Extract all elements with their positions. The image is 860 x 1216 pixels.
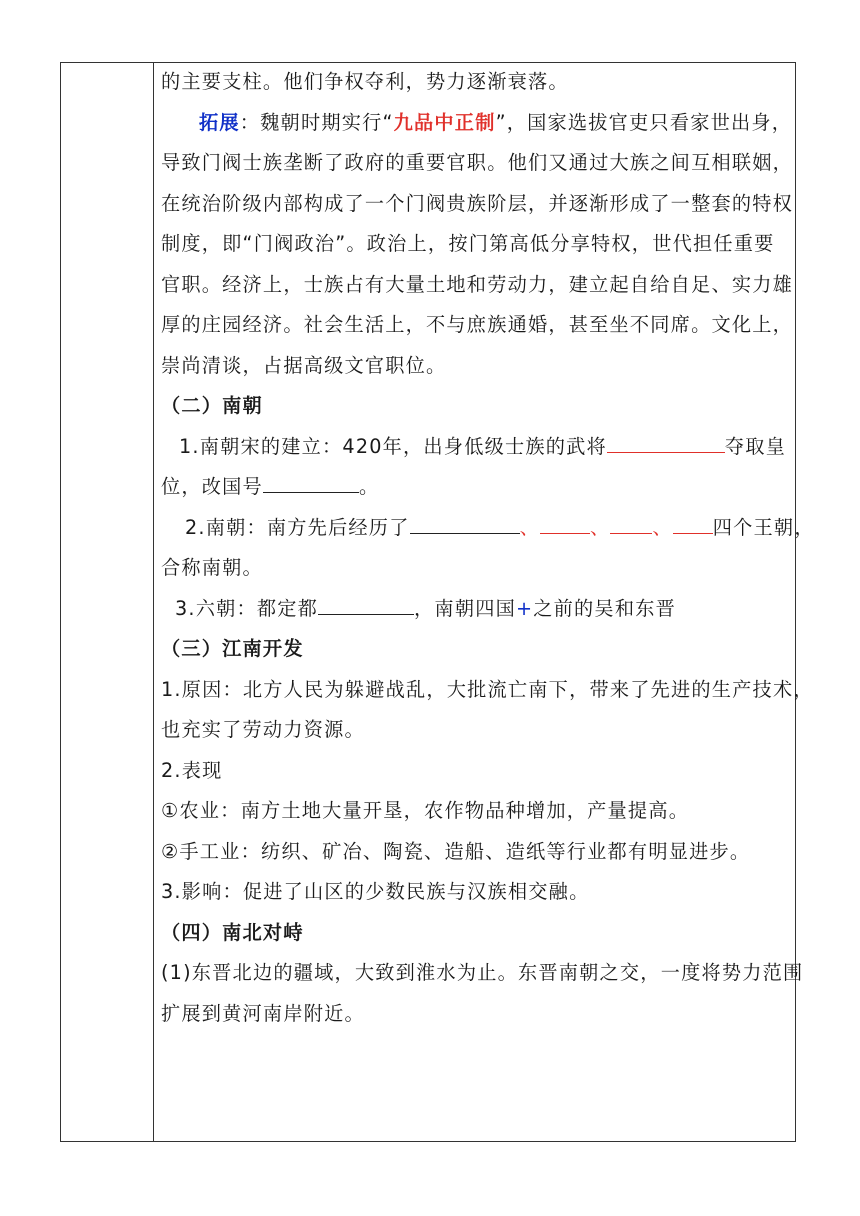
text-line: 导致门阀士族垄断了政府的重要官职。他们又通过大族之间互相联姻， [161, 151, 794, 174]
text-span: 3.六朝：都定都 [175, 596, 319, 620]
text-line: 3.影响：促进了山区的少数民族与汉族相交融。 [161, 880, 590, 903]
column-divider [153, 62, 154, 1142]
text-span: ”，国家选拔官吏只看家世出身， [495, 110, 793, 134]
text-line: 崇尚清谈，占据高级文官职位。 [161, 353, 447, 377]
text-line: 制度，即“门阀政治”。政治上，按门第高低分享特权，世代担任重要 [161, 232, 775, 255]
section-heading-south: （二）南朝 [161, 394, 263, 417]
plus-sign: + [515, 596, 534, 620]
south-item-2-cont: 合称南朝。 [161, 556, 263, 579]
separator: 、 [519, 515, 540, 539]
text-span: 1.南朝宋的建立：420年，出身低级士族的武将 [179, 434, 607, 458]
text-line: 官职。经济上，士族占有大量土地和劳动力，建立起自给自足、实力雄 [161, 272, 794, 296]
text-line: 的主要支柱。他们争权夺利，势力逐渐衰落。 [161, 70, 569, 93]
text-line: 扩展到黄河南岸附近。 [161, 1001, 365, 1025]
separator: 、 [652, 515, 673, 539]
blank-line[interactable] [673, 515, 713, 534]
text-line: 2.表现 [161, 758, 223, 782]
text-line: (1)东晋北边的疆域，大致到淮水为止。东晋南朝之交，一度将势力范围 [161, 961, 804, 984]
text-span: 夺取皇 [724, 434, 787, 458]
text-line: 厚的庄园经济。社会生活上，不与庶族通婚，甚至坐不同席。文化上， [161, 313, 794, 336]
south-item-1 [161, 427, 789, 468]
south-item-1-cont [161, 467, 789, 508]
blank-line[interactable] [607, 434, 725, 453]
blank-line[interactable] [610, 515, 652, 534]
blank-line[interactable] [410, 515, 520, 534]
text-span: 位，改国号 [161, 475, 263, 498]
text-line: 在统治阶级内部构成了一个门阀贵族阶层，并逐渐形成了一整套的特权 [161, 191, 794, 215]
text-span: 2.南朝：南方先后经历了 [185, 515, 410, 539]
text-line: 也充实了劳动力资源。 [161, 718, 365, 741]
text-line: ②手工业：纺织、矿冶、陶瓷、造船、造纸等行业都有明显进步。 [161, 839, 751, 863]
extension-paragraph [161, 103, 793, 144]
section-heading-jiangnan: （三）江南开发 [161, 637, 304, 660]
section-heading-north-south: （四）南北对峙 [161, 920, 304, 944]
blank-line[interactable] [263, 474, 359, 493]
south-item-3 [161, 589, 789, 630]
text-span: ：魏朝时期实行“ [239, 110, 394, 134]
blank-line[interactable] [540, 515, 590, 534]
highlight-term: 九品中正制 [393, 110, 496, 134]
blank-line[interactable] [318, 596, 414, 615]
south-item-2 [161, 508, 815, 549]
text-span: 之前的吴和东晋 [533, 596, 676, 620]
text-line: 1.原因：北方人民为躲避战乱，大批流亡南下，带来了先进的生产技术， [161, 677, 814, 701]
text-span: ，南朝四国 [414, 596, 516, 620]
extension-label: 拓展 [199, 110, 240, 134]
text-span: 。 [358, 475, 380, 498]
text-line: ①农业：南方土地大量开垦，农作物品种增加，产量提高。 [161, 799, 690, 822]
separator: 、 [589, 515, 611, 539]
text-span: 四个王朝， [712, 515, 815, 539]
content-cell [161, 62, 815, 1034]
